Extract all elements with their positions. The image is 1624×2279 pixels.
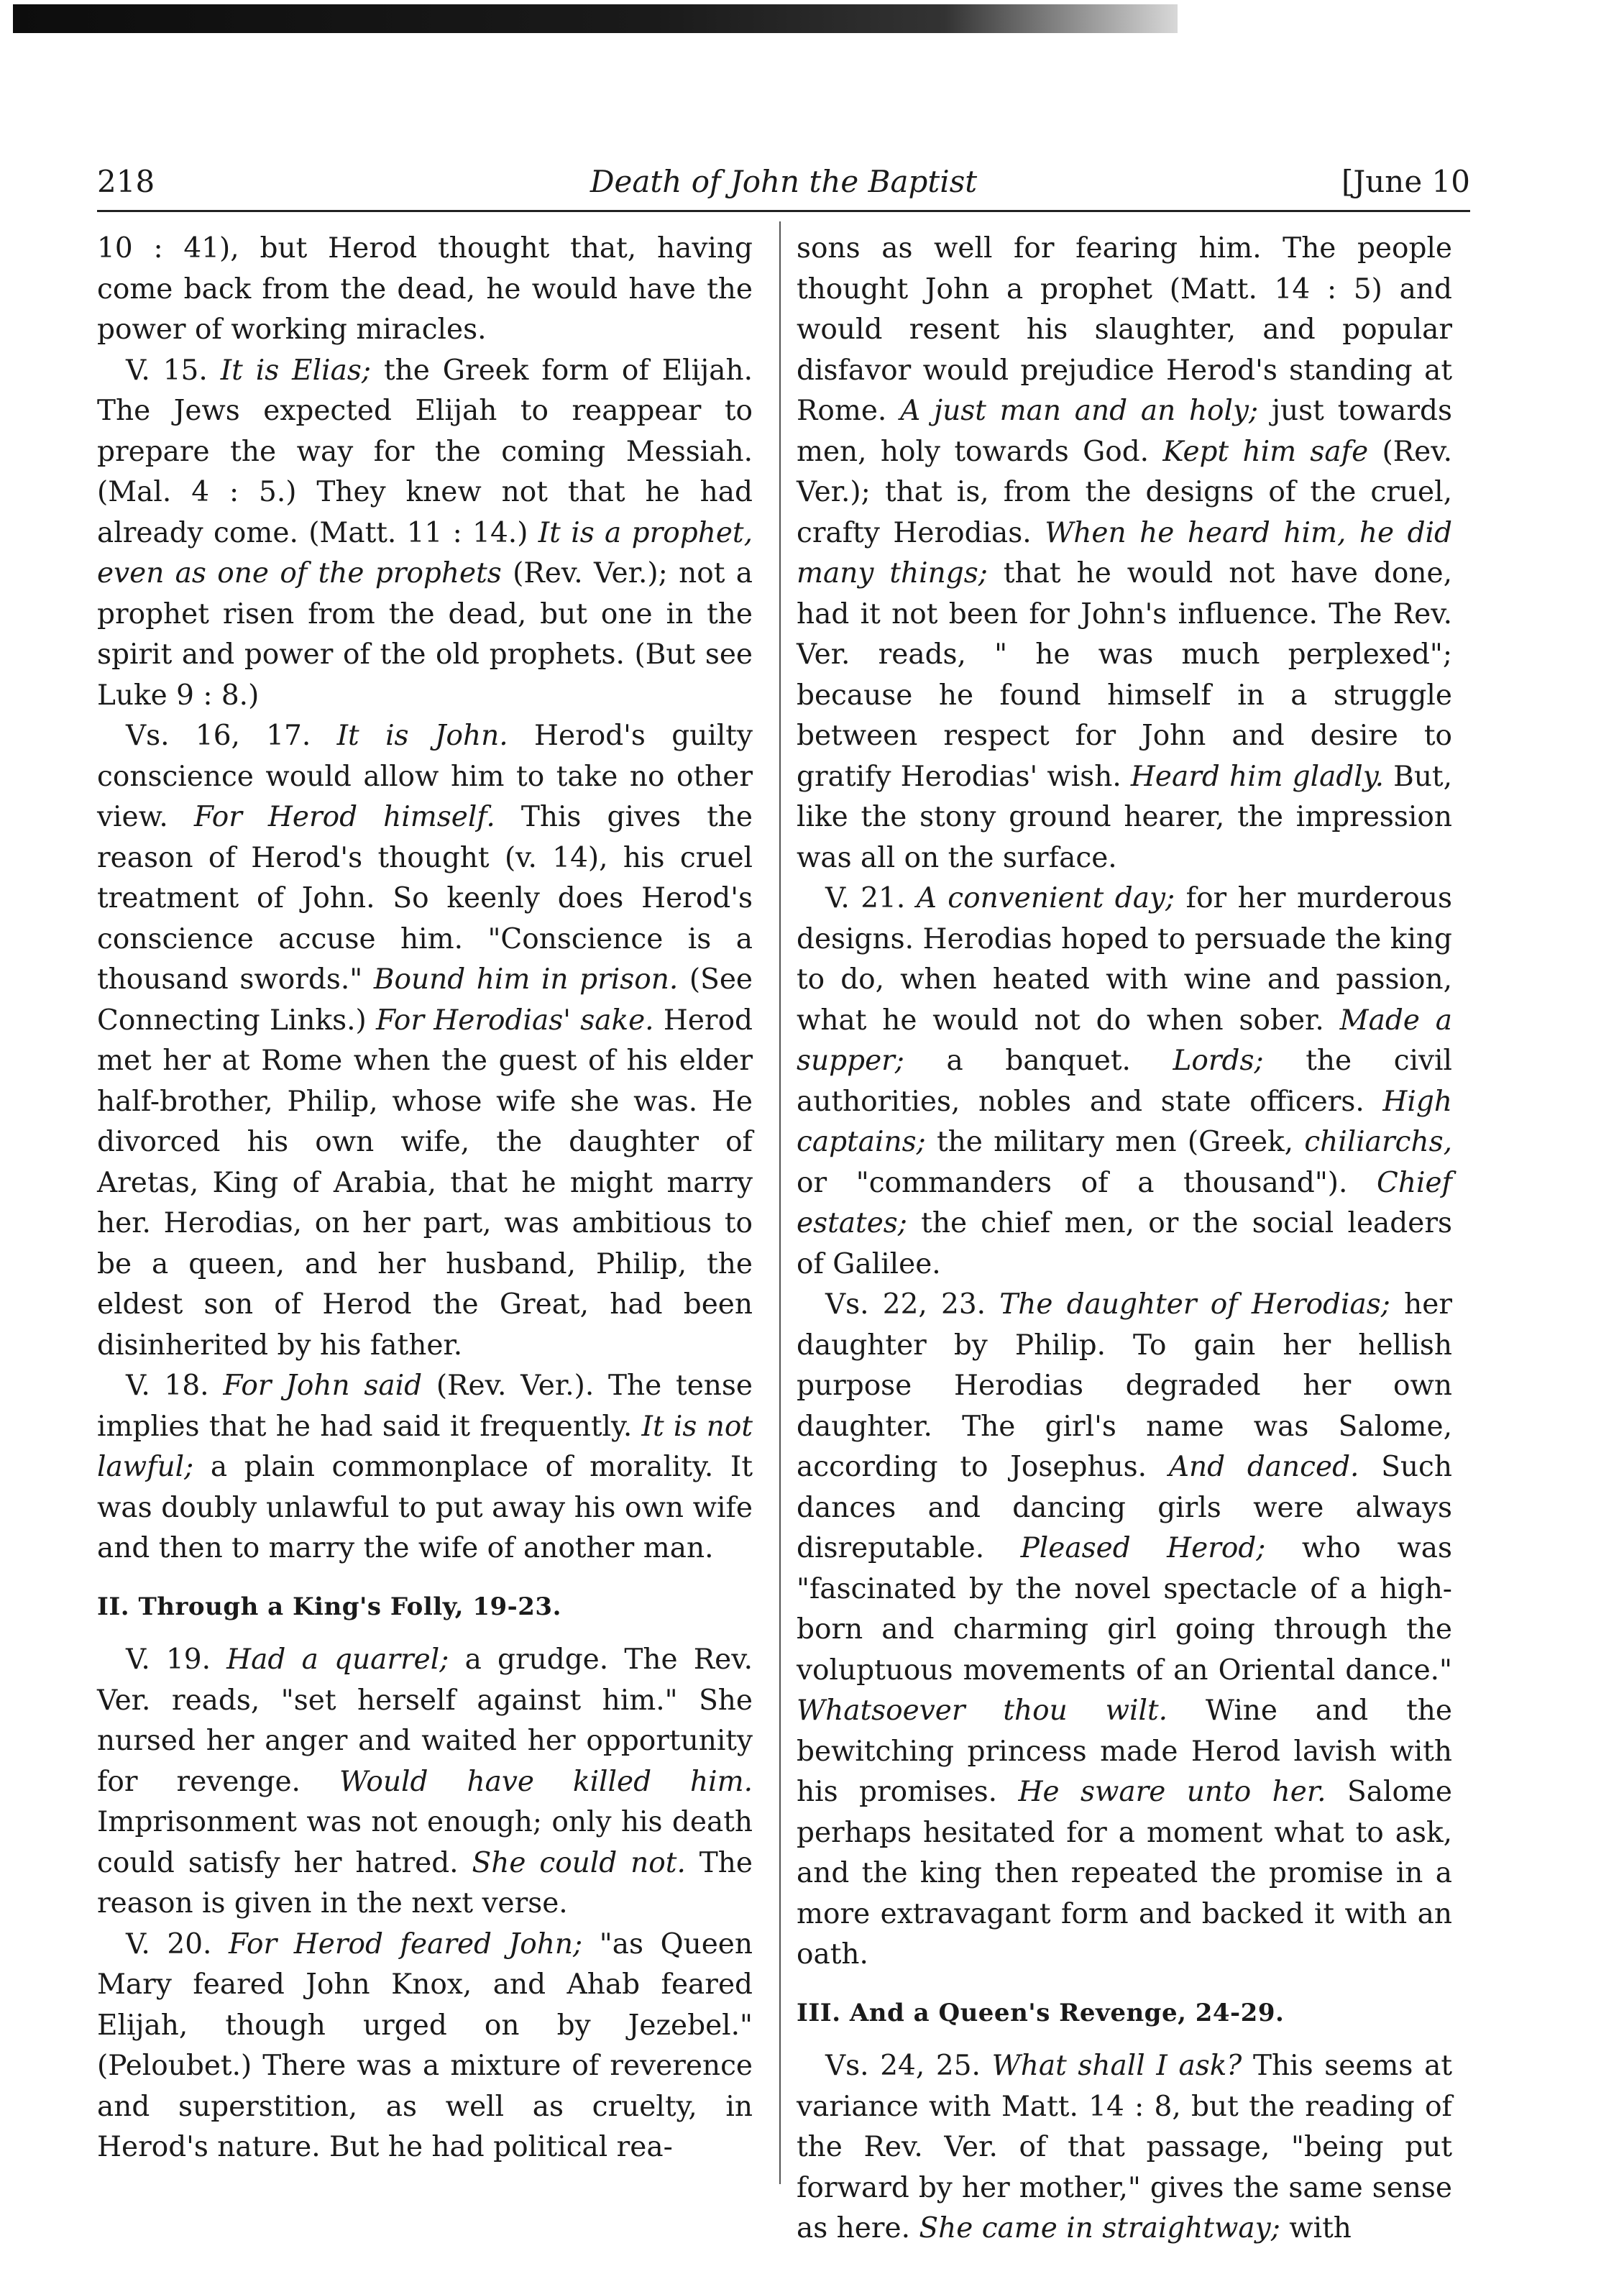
italic-phrase: Heard him gladly. bbox=[1130, 760, 1385, 793]
italic-phrase: She came in straightway; bbox=[919, 2212, 1280, 2244]
text-run: a grudge. The Rev. Ver. reads, "set herself against him." She nursed her anger and waited her opportunity for revenge. bbox=[97, 1643, 753, 1798]
italic-phrase: Chief estates; bbox=[797, 1166, 1452, 1239]
italic-phrase: It is not lawful; bbox=[97, 1410, 753, 1483]
italic-phrase: High captains; bbox=[797, 1085, 1452, 1158]
text-run: (Rev. Ver.). The tense implies that he had said it frequently. bbox=[97, 1370, 753, 1443]
paragraph bbox=[97, 1925, 753, 2168]
text-run: the chief men, or the social leaders of Galilee. bbox=[797, 1207, 1452, 1280]
paragraph bbox=[797, 879, 1452, 1285]
left-column bbox=[97, 229, 753, 2168]
text-run: with bbox=[1280, 2212, 1352, 2244]
italic-phrase: For Herod feared John; bbox=[229, 1927, 583, 1961]
paragraph bbox=[97, 1366, 753, 1569]
text-run: (Rev. Ver.); not a prophet risen from the dead, but one in the spirit and power of the old prophets. (But see Luke 9 : 8.) bbox=[97, 557, 753, 712]
paragraph bbox=[97, 229, 753, 351]
text-run: Vs. 22, 23. bbox=[825, 1288, 1000, 1321]
text-run: Vs. 24, 25. bbox=[825, 2050, 992, 2082]
text-run: Salome perhaps hesitated for a moment what to ask, and the king then repeated the promise in a more extravagant form and backed it with an oath. bbox=[797, 1776, 1452, 1971]
italic-phrase: And danced. bbox=[1168, 1451, 1359, 1483]
text-run: the military men (Greek, bbox=[925, 1126, 1305, 1158]
text-run: or "commanders of a thousand"). bbox=[797, 1166, 1377, 1199]
italic-phrase: For Herod himself. bbox=[193, 801, 495, 833]
text-run: Vs. 16, 17. bbox=[126, 720, 337, 752]
text-run: a plain commonplace of morality. It was doubly unlawful to put away his own wife and then to marry the wife of another man. bbox=[97, 1451, 753, 1564]
text-run: (See Connecting Links.) bbox=[97, 963, 753, 1037]
text-run: V. 21. bbox=[825, 882, 917, 914]
scan-edge-bar bbox=[13, 4, 1178, 33]
running-date: [June 10 bbox=[1341, 164, 1470, 199]
italic-phrase: What shall I ask? bbox=[991, 2050, 1242, 2082]
italic-phrase: Lords; bbox=[1173, 1045, 1264, 1077]
running-title: Death of John the Baptist bbox=[589, 164, 978, 199]
text-run: just towards men, holy towards God. bbox=[797, 395, 1452, 468]
paragraph bbox=[97, 1640, 753, 1925]
paragraph bbox=[97, 351, 753, 717]
italic-phrase: For Herodias' sake. bbox=[375, 1004, 654, 1037]
paragraph bbox=[797, 2046, 1452, 2250]
italic-phrase: Pleased Herod; bbox=[1020, 1532, 1266, 1564]
section-heading: III. And a Queen's Revenge, 24-29. bbox=[797, 1998, 1285, 2027]
paragraph bbox=[97, 716, 753, 1366]
text-run: V. 15. bbox=[126, 354, 221, 387]
text-run: who was "fascinated by the novel spectacle of a high-born and charming girl going through the voluptuous movements of an Oriental dance." bbox=[797, 1532, 1452, 1687]
italic-phrase: Had a quarrel; bbox=[226, 1643, 449, 1676]
italic-phrase: Whatsoever thou wilt. bbox=[797, 1695, 1168, 1727]
italic-phrase: It is a prophet, even as one of the prophets bbox=[97, 516, 753, 590]
text-run: that he would not have done, had it not been for John's influence. The Rev. Ver. reads, " he was much perplexed"; because he found himself in a struggle between respect for John and desire to gratify Herodias' wish. bbox=[797, 557, 1452, 793]
text-run: The reason is given in the next verse. bbox=[97, 1846, 753, 1920]
page-number: 218 bbox=[97, 164, 155, 199]
italic-phrase: When he heard him, he did many things; bbox=[797, 516, 1452, 590]
text-run: sons as well for fearing him. The people thought John a prophet (Matt. 14 : 5) and would resent his slaughter, and popular disfavor would prejudice Herod's standing at Rome. bbox=[797, 232, 1452, 427]
header-rule bbox=[97, 210, 1470, 212]
text-run: This gives the reason of Herod's thought (v. 14), his cruel treatment of John. So keenly does Herod's conscience accuse him. "Conscience is a thousand swords." bbox=[97, 801, 753, 996]
text-run: 10 : 41), but Herod thought that, having come back from the dead, he would have the power of working miracles. bbox=[97, 232, 753, 346]
italic-phrase: It is John. bbox=[336, 720, 508, 752]
italic-phrase: It is Elias; bbox=[220, 354, 371, 387]
italic-phrase: Would have killed him. bbox=[339, 1765, 753, 1798]
section-heading: II. Through a King's Folly, 19-23. bbox=[97, 1592, 561, 1621]
right-column bbox=[797, 229, 1452, 2250]
italic-phrase: He sware unto her. bbox=[1018, 1776, 1326, 1808]
italic-phrase: Bound him in prison. bbox=[373, 963, 679, 996]
text-run: V. 20. bbox=[126, 1927, 229, 1961]
text-run: But, like the stony ground hearer, the impression was all on the surface. bbox=[797, 760, 1453, 874]
text-run: the Greek form of Elijah. The Jews expected Elijah to reappear to prepare the way for the coming Messiah. (Mal. 4 : 5.) They knew not that he had already come. (Matt. 11 : 14.) bbox=[97, 354, 753, 549]
column-divider bbox=[779, 221, 781, 2184]
text-run: Herod met her at Rome when the guest of his elder half-brother, Philip, whose wife she was. He divorced his own wife, the daughter of Aretas, King of Arabia, that he might marry her. Herodias, on her part, was ambitious to be a queen, and her husband, Philip, the eldest son of Herod the Great, had been disinherited by his father. bbox=[97, 1004, 753, 1362]
paragraph bbox=[797, 1285, 1452, 1976]
text-run: This seems at variance with Matt. 14 : 8, but the reading of the Rev. Ver. of that passage, "being put forward by her mother," gives the same sense as here. bbox=[797, 2050, 1453, 2244]
italic-phrase: A just man and an holy; bbox=[900, 395, 1259, 427]
italic-phrase: chiliarchs, bbox=[1304, 1126, 1452, 1158]
text-run: Such dances and dancing girls were always disreputable. bbox=[797, 1451, 1453, 1564]
italic-phrase: For John said bbox=[223, 1370, 423, 1402]
text-run: Herod's guilty conscience would allow him to take no other view. bbox=[97, 720, 753, 833]
text-run: for her murderous designs. Herodias hoped to persuade the king to do, when heated with wine and passion, what he would not do when sober. bbox=[797, 882, 1452, 1037]
text-run: the civil authorities, nobles and state officers. bbox=[797, 1045, 1452, 1118]
page-header bbox=[97, 157, 1470, 207]
italic-phrase: The daughter of Herodias; bbox=[999, 1288, 1390, 1321]
text-run: V. 19. bbox=[126, 1643, 227, 1676]
italic-phrase: She could not. bbox=[472, 1846, 686, 1879]
text-run: (Rev. Ver.); that is, from the designs of the cruel, crafty Herodias. bbox=[797, 435, 1452, 549]
text-run: "as Queen Mary feared John Knox, and Ahab feared Elijah, though urged on by Jezebel." (Peloubet.) There was a mixture of reverence and superstition, as well as cruelty, in Herod's nature. But he had political rea- bbox=[97, 1927, 753, 2163]
text-run: Wine and the bewitching princess made Herod lavish with his promises. bbox=[797, 1695, 1452, 1808]
italic-phrase: Made a supper; bbox=[797, 1004, 1452, 1077]
italic-phrase: A convenient day; bbox=[916, 882, 1175, 914]
text-run: a banquet. bbox=[904, 1045, 1173, 1077]
text-run: V. 18. bbox=[126, 1370, 224, 1402]
paragraph bbox=[797, 229, 1452, 879]
text-run: her daughter by Philip. To gain her hellish purpose Herodias degraded her own daughter. The girl's name was Salome, according to Josephus. bbox=[797, 1288, 1452, 1483]
text-run: Imprisonment was not enough; only his death could satisfy her hatred. bbox=[97, 1806, 753, 1879]
italic-phrase: Kept him safe bbox=[1162, 435, 1369, 468]
